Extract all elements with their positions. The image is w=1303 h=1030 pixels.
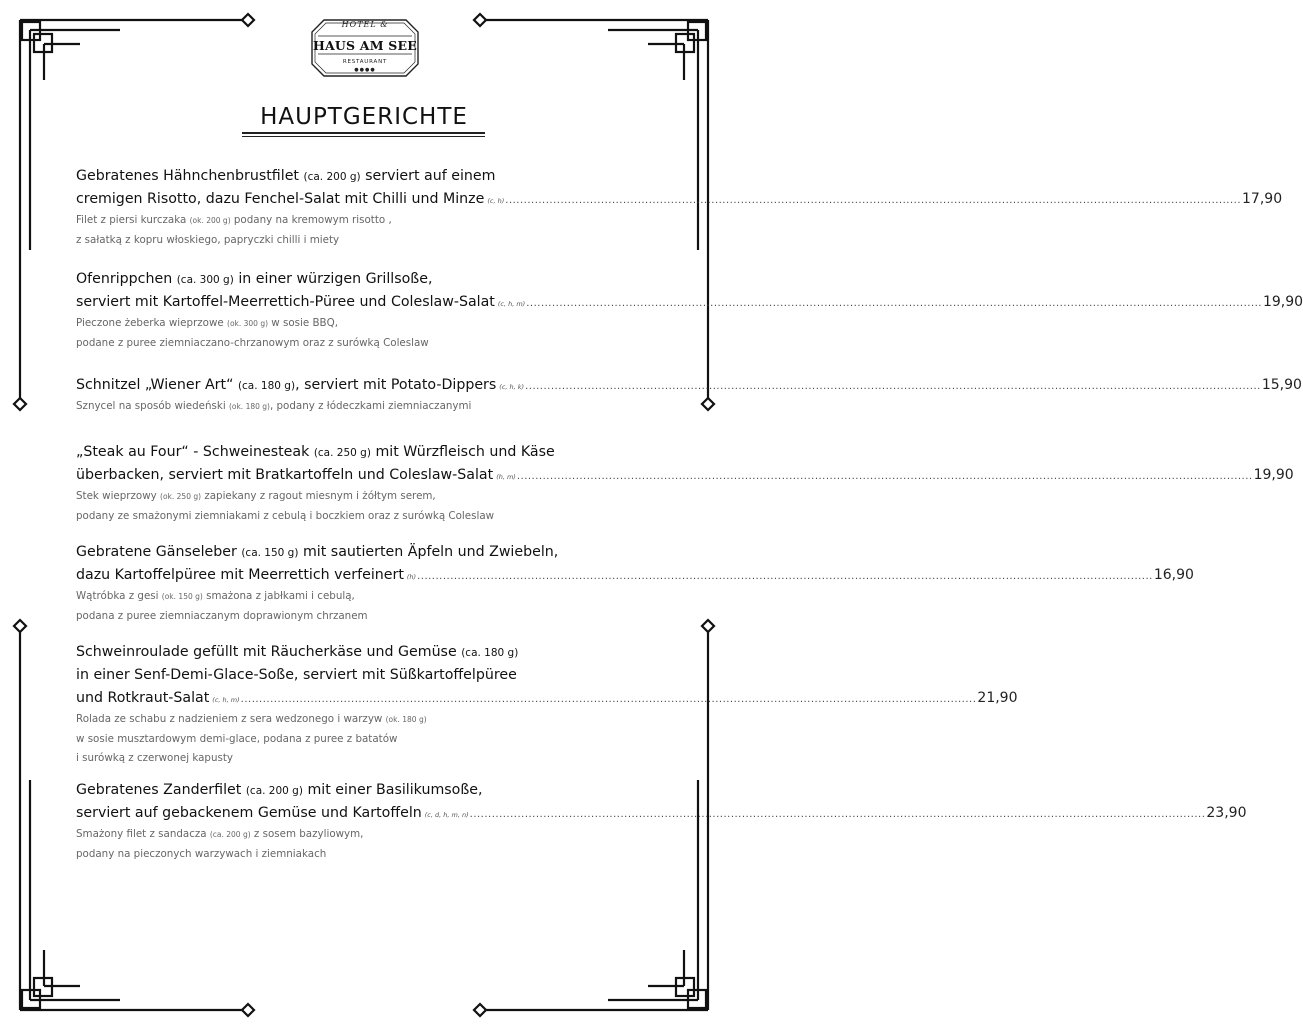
polish-description-line — [76, 231, 639, 251]
dish-price: 23,90 — [1206, 805, 1247, 821]
dish-name-text — [76, 291, 525, 316]
portion-size: (ca. 180 g) — [461, 647, 519, 659]
dish-name-line — [76, 291, 1303, 314]
logo-restaurant-text: RESTAURANT — [342, 59, 388, 65]
dish-text: Gebratenes Hähnchenbrustfilet — [76, 168, 304, 184]
dish-name-text — [76, 544, 558, 560]
dish-price: 19,90 — [1262, 294, 1303, 310]
dish-name-line — [76, 779, 639, 802]
page-title: HAUPTGERICHTE — [260, 104, 468, 130]
allergen-codes: (c, h, m) — [497, 300, 526, 308]
description-text: podany ze smażonymi ziemniakami z cebulą i boczkiem oraz z surówką Coleslaw — [76, 509, 495, 522]
dish-text: cremigen Risotto, dazu Fenchel-Salat mit Chilli und Minze — [76, 191, 485, 207]
polish-description-line — [76, 487, 639, 507]
allergen-codes: (c, h) — [487, 197, 505, 205]
allergen-codes: (h, m) — [496, 473, 516, 481]
allergen-codes: (c, h, m) — [212, 696, 240, 704]
dish-name-line — [76, 374, 1302, 397]
description-text: Smażony filet z sandacza — [76, 828, 210, 840]
dish-text: Gebratenes Zanderfilet — [76, 782, 246, 798]
description-text: Filet z piersi kurczaka — [76, 214, 190, 226]
restaurant-logo — [310, 18, 420, 78]
dish-name-line — [76, 268, 639, 291]
description-text: zapiekany z ragout miesnym i żółtym serem, — [201, 490, 436, 502]
dish-name-line — [76, 188, 1283, 211]
dish-entry — [76, 641, 1018, 769]
dish-price: 21,90 — [977, 690, 1018, 706]
dish-name-line — [76, 687, 1018, 710]
dot-leader: ........................................................................................................................................................................................................ — [525, 381, 1261, 392]
logo-name-text: HAUS AM SEE — [313, 38, 417, 53]
polish-description-line — [76, 607, 639, 627]
dot-leader: ........................................................................................................................................................................................................ — [240, 694, 977, 705]
polish-description-line — [76, 334, 639, 354]
description-text: Wątróbka z gesi — [76, 590, 162, 602]
dish-text: Ofenrippchen — [76, 271, 177, 287]
polish-description-line — [76, 211, 639, 231]
dish-name-line — [76, 441, 639, 464]
dish-name-line — [76, 541, 639, 564]
allergen-codes: (h) — [406, 573, 417, 581]
description-text: z sałatką z kopru włoskiego, papryczki chilli i miety — [76, 233, 340, 246]
dish-text: „Steak au Four“ - Schweinesteak — [76, 444, 314, 460]
portion-size: (ca. 300 g) — [176, 274, 234, 286]
title-underline — [242, 132, 485, 134]
dish-entry — [76, 441, 1294, 526]
dish-price: 19,90 — [1253, 467, 1294, 483]
dish-name-text — [76, 444, 555, 460]
dish-name-text — [76, 802, 469, 827]
dish-name-text — [76, 667, 517, 683]
title-underline-secondary — [242, 136, 485, 137]
description-text: podany na pieczonych warzywach i ziemniakach — [76, 847, 327, 860]
dish-name-text — [76, 374, 524, 399]
dot-leader: ........................................................................................................................................................................................................ — [516, 471, 1253, 482]
dish-entry — [76, 268, 1303, 353]
dish-name-line — [76, 165, 639, 188]
description-text: Rolada ze schabu z nadzieniem z sera wedzonego i warzyw — [76, 713, 386, 725]
description-text: podane z puree ziemniaczano-chrzanowym oraz z surówką Coleslaw — [76, 336, 429, 349]
dish-entry — [76, 541, 1194, 626]
description-text: w sosie musztardowym demi-glace, podana z puree z batatów — [76, 732, 398, 745]
portion-size: (ca. 200 g) — [303, 171, 361, 183]
allergen-codes: (c, d, h, m, n) — [424, 811, 469, 819]
portion-size: (ca. 180 g) — [237, 380, 296, 392]
dish-text: Schweinroulade gefüllt mit Räucherkäse und Gemüse — [76, 644, 462, 660]
dish-text: , serviert mit Potato-Dippers — [295, 377, 497, 393]
dish-entry — [76, 374, 1302, 417]
dish-name-text — [76, 782, 483, 798]
polish-description-line — [76, 507, 639, 527]
dish-text: Gebratene Gänseleber — [76, 544, 242, 560]
description-text: z sosem bazyliowym, — [250, 828, 364, 840]
polish-description-line — [76, 825, 639, 845]
description-text: w sosie BBQ, — [268, 317, 339, 329]
description-text: , podany z łódeczkami ziemniaczanymi — [269, 400, 472, 412]
portion-size: (ca. 200 g) — [245, 785, 303, 797]
description-text: podany na kremowym risotto , — [230, 214, 392, 226]
polish-description-line — [76, 710, 639, 730]
description-text: i surówką z czerwonej kapusty — [76, 752, 233, 764]
dish-name-text — [76, 188, 504, 213]
dish-text: mit sautierten Äpfeln und Zwiebeln, — [298, 544, 559, 560]
dish-name-line — [76, 664, 639, 687]
dish-price: 17,90 — [1242, 191, 1283, 207]
portion-size: (ok. 180 g) — [385, 715, 427, 724]
polish-description-line — [76, 397, 639, 417]
dish-price: 15,90 — [1261, 377, 1302, 393]
description-text: Pieczone żeberka wieprzowe — [76, 317, 228, 329]
allergen-codes: (c, h, k) — [499, 383, 525, 391]
portion-size: (ok. 180 g) — [228, 402, 270, 411]
polish-description-line — [76, 314, 639, 334]
description-text: Stek wieprzowy — [76, 490, 161, 502]
dish-text: Schnitzel „Wiener Art“ — [76, 377, 238, 393]
dish-text: dazu Kartoffelpüree mit Meerrettich verfeinert — [76, 567, 404, 583]
dish-text: und Rotkraut-Salat — [76, 690, 210, 706]
polish-description-line — [76, 845, 639, 865]
dish-entry — [76, 779, 1247, 864]
dish-text: überbacken, serviert mit Bratkartoffeln und Coleslaw-Salat — [76, 467, 494, 483]
dish-name-text — [76, 644, 518, 660]
portion-size: (ca. 150 g) — [241, 547, 299, 559]
dish-name-text — [76, 271, 432, 287]
dish-name-line — [76, 802, 1247, 825]
dish-text: mit Würzfleisch und Käse — [370, 444, 555, 460]
dish-text: serviert mit Kartoffel-Meerrettich-Püree und Coleslaw-Salat — [76, 294, 495, 310]
portion-size: (ok. 150 g) — [161, 592, 203, 601]
dish-name-line — [76, 641, 639, 664]
portion-size: (ok. 250 g) — [160, 492, 202, 501]
dish-text: serviert auf einem — [360, 168, 496, 184]
dish-text: in einer würzigen Grillsoße, — [233, 271, 433, 287]
dot-leader: ........................................................................................................................................................................................................ — [526, 298, 1262, 309]
dish-name-text — [76, 564, 416, 589]
portion-size: (ok. 300 g) — [227, 319, 269, 328]
dish-price: 16,90 — [1153, 567, 1194, 583]
dish-text: in einer Senf-Demi-Glace-Soße, serviert mit Süßkartoffelpüree — [76, 667, 517, 683]
dish-name-text — [76, 464, 516, 489]
dish-text: mit einer Basilikumsoße, — [302, 782, 483, 798]
logo-dots: ●●●● — [354, 67, 376, 73]
portion-size: (ca. 200 g) — [209, 830, 251, 839]
dish-name-line — [76, 464, 1294, 487]
polish-description-line — [76, 749, 639, 769]
dish-name-text — [76, 687, 240, 712]
dish-entry — [76, 165, 1283, 250]
dish-name-line — [76, 564, 1194, 587]
description-text: smażona z jabłkami i cebulą, — [202, 590, 355, 602]
dish-name-text — [76, 168, 495, 184]
polish-description-line — [76, 730, 639, 750]
description-text: podana z puree ziemniaczanym doprawionym chrzanem — [76, 609, 368, 622]
dot-leader: ........................................................................................................................................................................................................ — [417, 571, 1153, 582]
portion-size: (ca. 250 g) — [313, 447, 371, 459]
portion-size: (ok. 200 g) — [189, 216, 231, 225]
dish-text: serviert auf gebackenem Gemüse und Kartoffeln — [76, 805, 422, 821]
dot-leader: ........................................................................................................................................................................................................ — [505, 195, 1242, 206]
logo-hotel-text: HOTEL & — [341, 20, 389, 29]
description-text: Sznycel na sposób wiedeński — [76, 400, 229, 412]
polish-description-line — [76, 587, 639, 607]
dot-leader: ........................................................................................................................................................................................................ — [469, 809, 1206, 820]
